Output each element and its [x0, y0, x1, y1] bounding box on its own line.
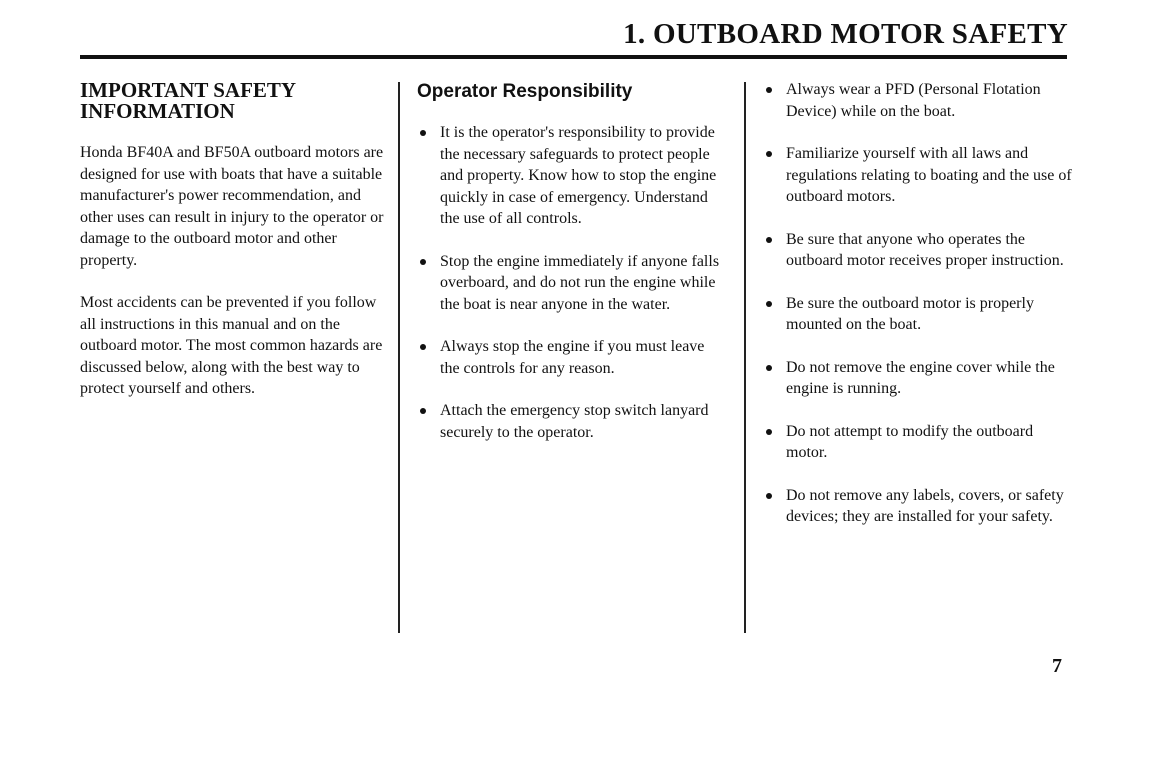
- list-item: Always wear a PFD (Personal Flotation Device) while on the boat.: [763, 79, 1073, 122]
- list-item: Always stop the engine if you must leave the controls for any reason.: [417, 336, 727, 379]
- accidents-paragraph: Most accidents can be prevented if you follow all instructions in this manual and on the outboard motor. The most common hazards are discussed below, along with the best way to protect yourself and others.: [80, 294, 383, 397]
- important-safety-column: [80, 78, 385, 400]
- header-rule: [80, 55, 1067, 59]
- page-number: 7: [1052, 655, 1062, 677]
- list-item: Be sure that anyone who operates the outboard motor receives proper instruction.: [763, 229, 1073, 272]
- operator-responsibility-heading: Operator Responsibility: [417, 81, 633, 102]
- intro-paragraph: Honda BF40A and BF50A outboard motors are designed for use with boats that have a suitable manufacturer's power recommendation, and other uses can result in injury to the operator or damage to the outboard motor and other property.: [80, 144, 384, 269]
- heading-line: INFORMATION: [80, 99, 235, 123]
- list-item: It is the operator's responsibility to provide the necessary safeguards to protect people and property. Know how to stop the engine quickly in case of emergency. Understand the use of all controls.: [417, 122, 727, 230]
- list-item: Stop the engine immediately if anyone falls overboard, and do not run the engine while the boat is near anyone in the water.: [417, 251, 727, 316]
- responsibility-list: [417, 122, 727, 443]
- column-divider: [398, 82, 400, 633]
- chapter-title: 1. OUTBOARD MOTOR SAFETY: [623, 18, 1068, 50]
- important-safety-heading: [80, 80, 385, 122]
- list-item: Familiarize yourself with all laws and regulations relating to boating and the use of outboard motors.: [763, 143, 1073, 208]
- operator-responsibility-column: [417, 78, 727, 464]
- safety-rules-column: [763, 78, 1073, 549]
- list-item: Do not attempt to modify the outboard motor.: [763, 421, 1073, 464]
- list-item: Be sure the outboard motor is properly mounted on the boat.: [763, 293, 1073, 336]
- list-item: Do not remove the engine cover while the engine is running.: [763, 357, 1073, 400]
- safety-rules-list: [763, 79, 1073, 528]
- heading-line: IMPORTANT SAFETY: [80, 78, 297, 102]
- column-divider: [744, 82, 746, 633]
- list-item: Do not remove any labels, covers, or safety devices; they are installed for your safety.: [763, 485, 1073, 528]
- list-item: Attach the emergency stop switch lanyard securely to the operator.: [417, 400, 727, 443]
